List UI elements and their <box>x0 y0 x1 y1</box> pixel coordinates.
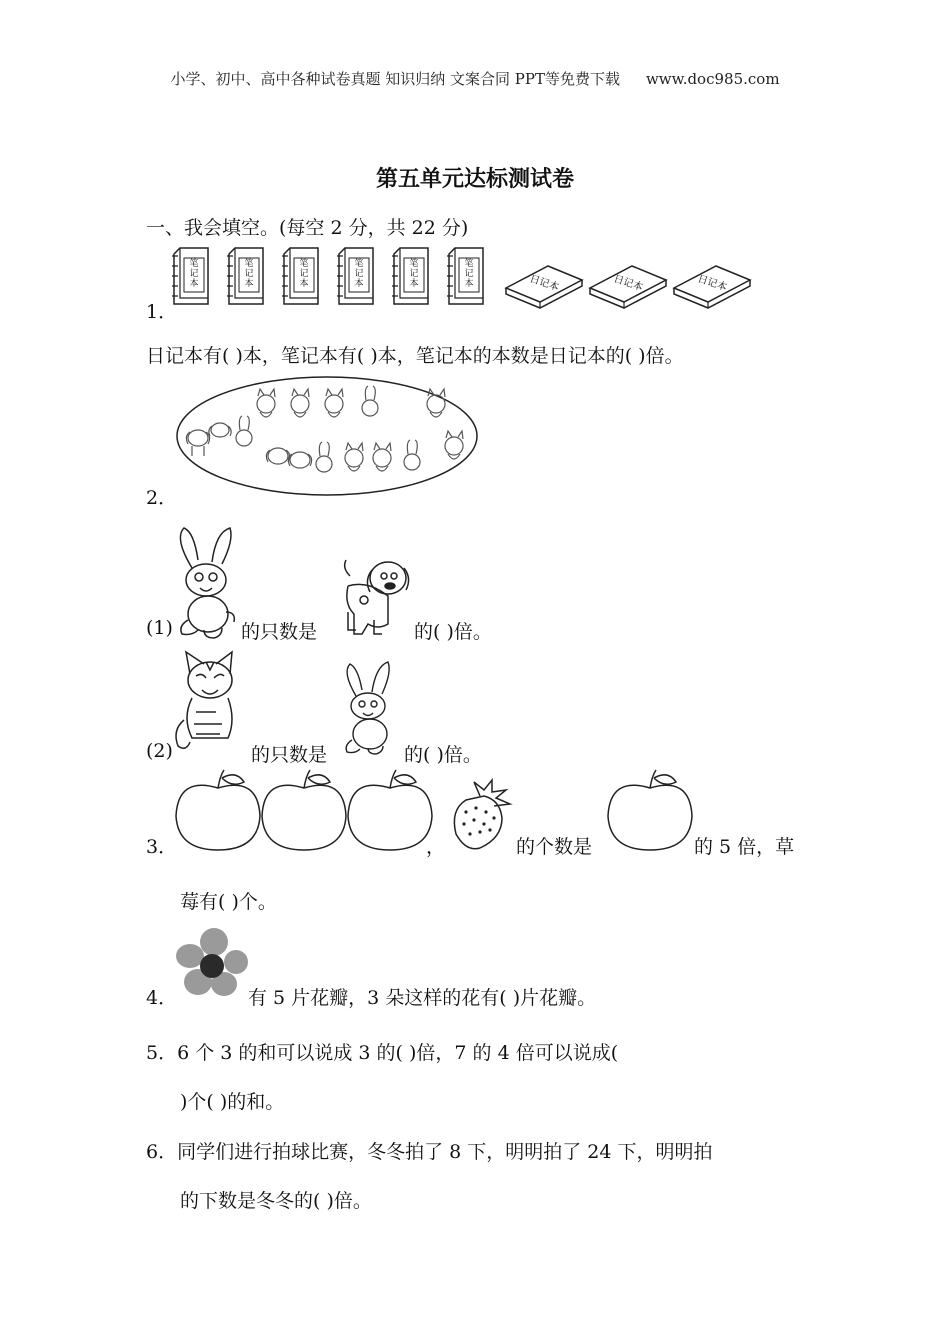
q3-comma: ， <box>426 836 446 858</box>
q2-sub1-number: (1) <box>146 617 173 639</box>
notebook-label: 笔记本 <box>354 259 364 289</box>
q2-sub2-text-a: 的只数是 <box>251 744 328 766</box>
dog-icon <box>288 452 311 468</box>
q3-line2: 莓有( )个。 <box>180 891 277 913</box>
q3-number: 3． <box>146 836 178 858</box>
q6-line1: 6．同学们进行拍球比赛，冬冬拍了 8 下，明明拍了 24 下，明明拍 <box>146 1141 713 1163</box>
diary-icon <box>590 266 666 308</box>
page-title: 第五单元达标测试卷 <box>375 167 574 192</box>
q3-apples <box>176 768 436 852</box>
dog-icon <box>209 423 231 437</box>
strawberry-icon <box>450 778 520 852</box>
diary-label: 日记本 <box>696 273 729 294</box>
header-text: 小学、初中、高中各种试卷真题 知识归纳 文案合同 PPT等免费下载 <box>170 70 620 88</box>
cat-icon <box>325 389 343 417</box>
notebook-icon <box>392 248 428 304</box>
rabbit-icon <box>236 416 252 446</box>
q1-number: 1． <box>146 301 178 323</box>
cat-icon <box>170 650 250 754</box>
cat-icon <box>373 443 391 471</box>
dog-icon <box>186 430 209 456</box>
apple-icon <box>348 770 432 850</box>
q3-text-tail: 的 5 倍，草 <box>694 836 795 858</box>
flower-icon <box>174 926 248 1000</box>
cat-icon <box>445 431 463 459</box>
rabbit-icon <box>332 660 404 756</box>
cat-icon <box>345 443 363 471</box>
q6-line2: 的下数是冬冬的( )倍。 <box>180 1190 372 1212</box>
q4-text: 有 5 片花瓣，3 朵这样的花有( )片花瓣。 <box>248 987 597 1009</box>
rabbit-icon <box>362 386 378 416</box>
notebook-label: 笔记本 <box>464 259 474 289</box>
rabbit-icon <box>166 524 246 642</box>
q2-sub1-text-b: 的( )倍。 <box>414 621 492 643</box>
apple-icon <box>608 768 696 852</box>
rabbit-icon <box>404 440 420 470</box>
q2-sub2-number: (2) <box>146 740 173 762</box>
notebook-label: 笔记本 <box>409 259 419 289</box>
cat-icon <box>291 389 309 417</box>
apple-icon <box>176 770 260 850</box>
diary-icon <box>674 266 750 308</box>
apple-icon <box>262 770 346 850</box>
dog-icon <box>334 556 414 638</box>
notebook-label: 笔记本 <box>244 259 254 289</box>
notebook-icon <box>337 248 373 304</box>
header-site[interactable]: www.doc985.com <box>645 70 780 88</box>
notebook-icon <box>172 248 208 304</box>
diary-label: 日记本 <box>528 273 561 294</box>
q5-line1: 5．6 个 3 的和可以说成 3 的( )倍，7 的 4 倍可以说成( <box>146 1042 619 1064</box>
q1-text: 日记本有( )本，笔记本有( )本，笔记本的本数是日记本的( )倍。 <box>146 345 684 367</box>
notebook-icon <box>227 248 263 304</box>
notebook-label: 笔记本 <box>299 259 309 289</box>
notebook-label: 笔记本 <box>189 259 199 289</box>
q2-number: 2． <box>146 487 178 509</box>
q4-number: 4． <box>146 987 178 1009</box>
q2-sub2-text-b: 的( )倍。 <box>404 744 482 766</box>
dog-icon <box>266 448 289 464</box>
q2-animals-oval <box>174 374 480 498</box>
q3-text-mid: 的个数是 <box>516 836 593 858</box>
cat-icon <box>257 389 275 417</box>
q2-sub1-text-a: 的只数是 <box>241 621 318 643</box>
section-heading: 一、我会填空。(每空 2 分，共 22 分) <box>146 217 469 239</box>
rabbit-icon <box>316 442 332 472</box>
notebook-icon <box>447 248 483 304</box>
page-header <box>0 68 950 89</box>
notebook-icon <box>282 248 318 304</box>
diary-icon <box>506 266 582 308</box>
diary-label: 日记本 <box>612 273 645 294</box>
q5-line2: )个( )的和。 <box>180 1091 285 1113</box>
q1-picture <box>170 244 760 314</box>
